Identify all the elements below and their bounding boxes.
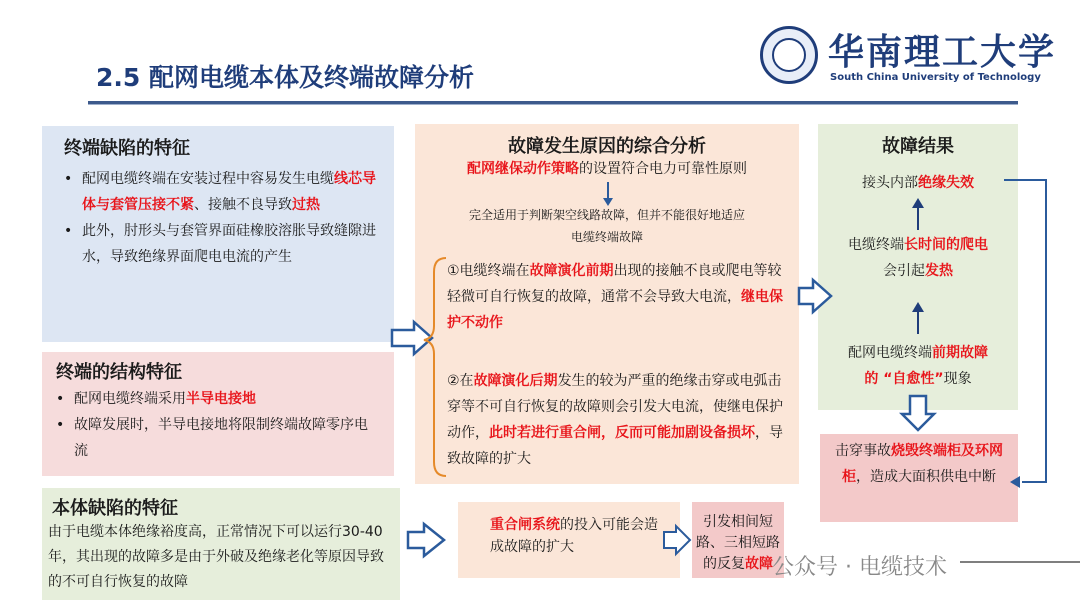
reclose-effect-text: 引发相间短路、三相短路的反复故障 — [696, 514, 780, 572]
result-step-1: 接头内部绝缘失效 — [862, 175, 974, 191]
analysis-point-2: ②在故障演化后期发生的较为严重的绝缘击穿或电弧击穿等不可自行恢复的故障则会引发大电流，使继电保护动作，此时若进行重合闸，反而可能加剧设备损坏，导致故障的扩大 — [447, 373, 783, 467]
analysis-point-1: ①电缆终端在故障演化前期出现的接触不良或爬电等较轻微可自行恢复的故障，通常不会导致大电流，继电保护不动作 — [447, 263, 783, 331]
arrow-up-small-icon — [912, 302, 924, 312]
arrow-right-icon — [799, 280, 831, 312]
result-step-3: 配网电缆终端前期故障 的 “自愈性”现象 — [848, 345, 988, 387]
arrow-right-icon — [408, 524, 444, 556]
arrow-down-icon — [902, 396, 934, 430]
arrow-down-small-icon — [603, 198, 613, 206]
page-title: 2.5 配网电缆本体及终端故障分析 — [96, 63, 474, 92]
terminal-defect-bullet-1: • 配网电缆终端在安装过程中容易发生电缆线芯导体与套管压接不紧、接触不良导致过热 — [60, 166, 376, 218]
watermark-text: 公众号 · 电缆技术 — [772, 555, 947, 580]
university-name-cn: 华南理工大学 — [828, 31, 1057, 73]
reclose-text: 重合闸系统的投入可能会造成故障的扩大 — [490, 517, 658, 555]
body-defect-text: 由于电缆本体绝缘裕度高，正常情况下可以运行30-40年，其出现的故障多是由于外破及绝缘老化等原因导致的不可自行恢复的故障 — [48, 524, 384, 590]
arrow-right-icon — [392, 322, 432, 354]
terminal-defect-bullet-2: • 此外，肘形头与套管界面硅橡胶溶胀导致缝隙进水，导致绝缘界面爬电电流的产生 — [60, 218, 376, 270]
breakdown-text: 击穿事故烧毁终端柜及环网柜，造成大面积供电中断 — [835, 443, 1003, 485]
terminal-defect-heading: 终端缺陷的特征 — [64, 138, 190, 159]
university-name-en: South China University of Technology — [830, 72, 1041, 83]
loop-connector — [1004, 180, 1046, 482]
brace-icon — [424, 258, 446, 476]
arrow-right-icon — [664, 526, 690, 554]
terminal-structure-bullet-2: • 故障发展时，半导电接地将限制终端故障零序电流 — [52, 412, 380, 464]
arrow-left-small-icon — [1010, 476, 1020, 488]
analysis-note: 完全适用于判断架空线路故障，但并不能很好地适应电缆终端故障 — [468, 208, 745, 244]
analysis-heading: 故障发生原因的综合分析 — [508, 136, 706, 157]
terminal-structure-bullet-1: • 配网电缆终端采用半导电接地 — [52, 386, 380, 412]
result-heading: 故障结果 — [882, 136, 954, 157]
body-defect-heading: 本体缺陷的特征 — [52, 498, 178, 519]
arrow-up-small-icon — [912, 198, 924, 208]
result-step-2: 电缆终端长时间的爬电 会引起发热 — [848, 237, 988, 279]
terminal-structure-heading: 终端的结构特征 — [56, 362, 182, 383]
analysis-strategy-line: 配网继保动作策略的设置符合电力可靠性原则 — [467, 161, 747, 177]
